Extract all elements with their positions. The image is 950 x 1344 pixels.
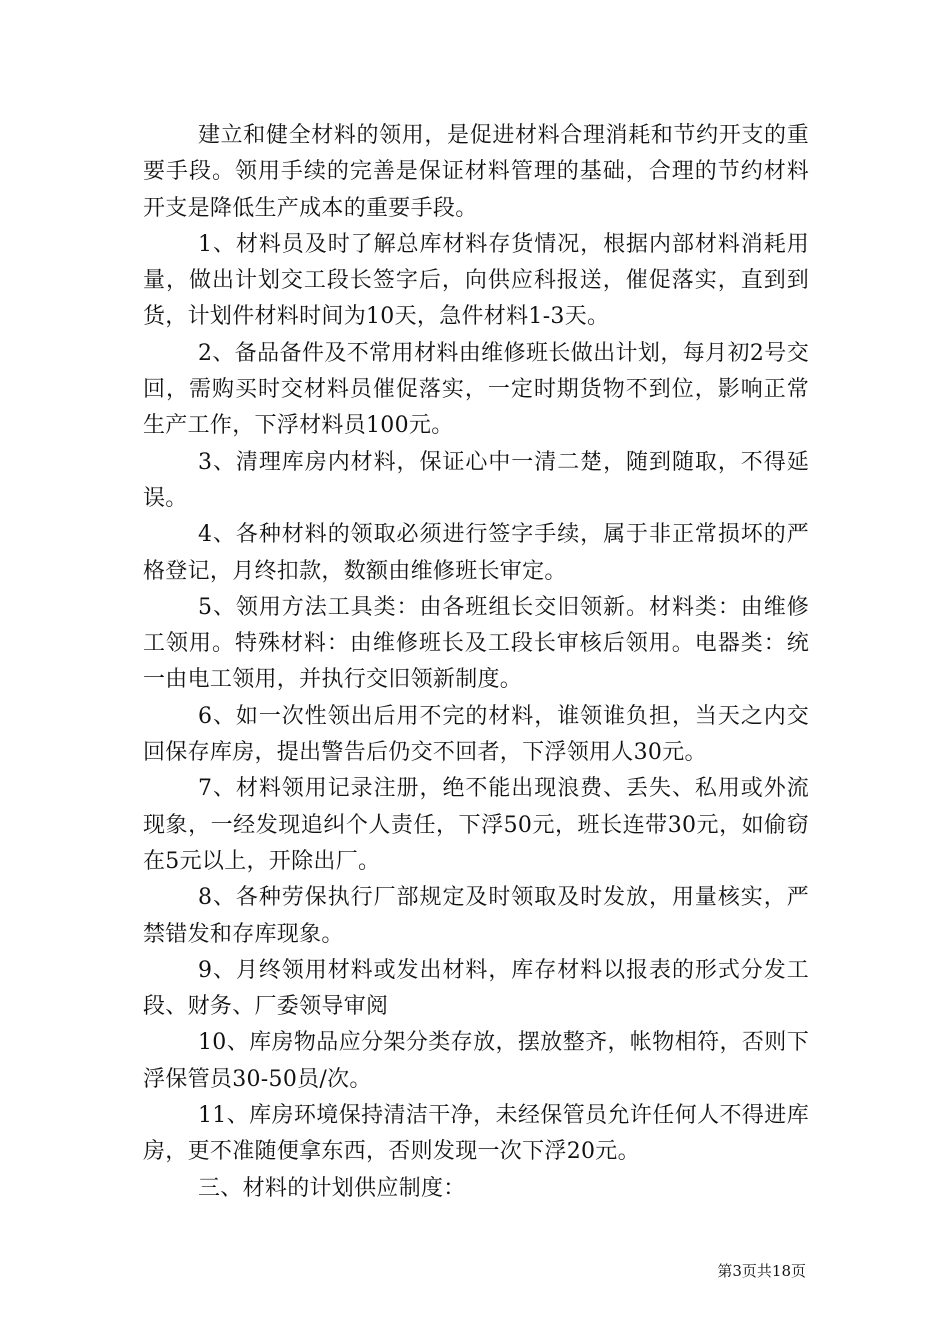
paragraph-item-6: 6、如一次性领出后用不完的材料，谁领谁负担，当天之内交回保存库房，提出警告后仍交不回者，下浮领用人30元。 bbox=[143, 703, 809, 766]
paragraph-item-3: 3、清理库房内材料，保证心中一清二楚，随到随取，不得延误。 bbox=[143, 449, 809, 511]
paragraph-item-2: 2、备品备件及不常用材料由维修班长做出计划，每月初2号交回，需购买时交材料员催促落实，一定时期货物不到位，影响正常生产工作，下浮材料员100元。 bbox=[143, 340, 809, 439]
document-body bbox=[143, 118, 809, 1207]
page-number-footer: 第3页共18页 bbox=[717, 1262, 806, 1280]
paragraph-intro: 建立和健全材料的领用，是促进材料合理消耗和节约开支的重要手段。领用手续的完善是保证材料管理的基础，合理的节约材料开支是降低生产成本的重要手段。 bbox=[143, 123, 809, 221]
section-heading: 三、材料的计划供应制度： bbox=[198, 1175, 466, 1201]
paragraph-item-8: 8、各种劳保执行厂部规定及时领取及时发放，用量核实，严禁错发和存库现象。 bbox=[143, 885, 809, 947]
paragraph-item-4: 4、各种材料的领取必须进行签字手续，属于非正常损坏的严格登记，月终扣款，数额由维修班长审定。 bbox=[143, 522, 809, 584]
paragraph-item-11: 11、库房环境保持清洁干净，未经保管员允许任何人不得进库房，更不准随便拿东西，否则发现一次下浮20元。 bbox=[143, 1103, 809, 1165]
paragraph-item-7: 7、材料领用记录注册，绝不能出现浪费、丢失、私用或外流现象，一经发现追纠个人责任，下浮50元，班长连带30元，如偷窃在5元以上，开除出厂。 bbox=[143, 776, 809, 874]
paragraph-item-9: 9、月终领用材料或发出材料，库存材料以报表的形式分发工段、财务、厂委领导审阅 bbox=[143, 957, 809, 1020]
paragraph-item-10: 10、库房物品应分架分类存放，摆放整齐，帐物相符，否则下浮保管员30-50员/次。 bbox=[143, 1030, 809, 1092]
paragraph-item-5: 5、领用方法工具类：由各班组长交旧领新。材料类：由维修工领用。特殊材料：由维修班长及工段长审核后领用。电器类：统一由电工领用，并执行交旧领新制度。 bbox=[143, 594, 809, 693]
paragraph-item-1: 1、材料员及时了解总库材料存货情况，根据内部材料消耗用量，做出计划交工段长签字后，向供应科报送，催促落实，直到到货，计划件材料时间为10天，急件材料1-3天。 bbox=[143, 231, 809, 330]
